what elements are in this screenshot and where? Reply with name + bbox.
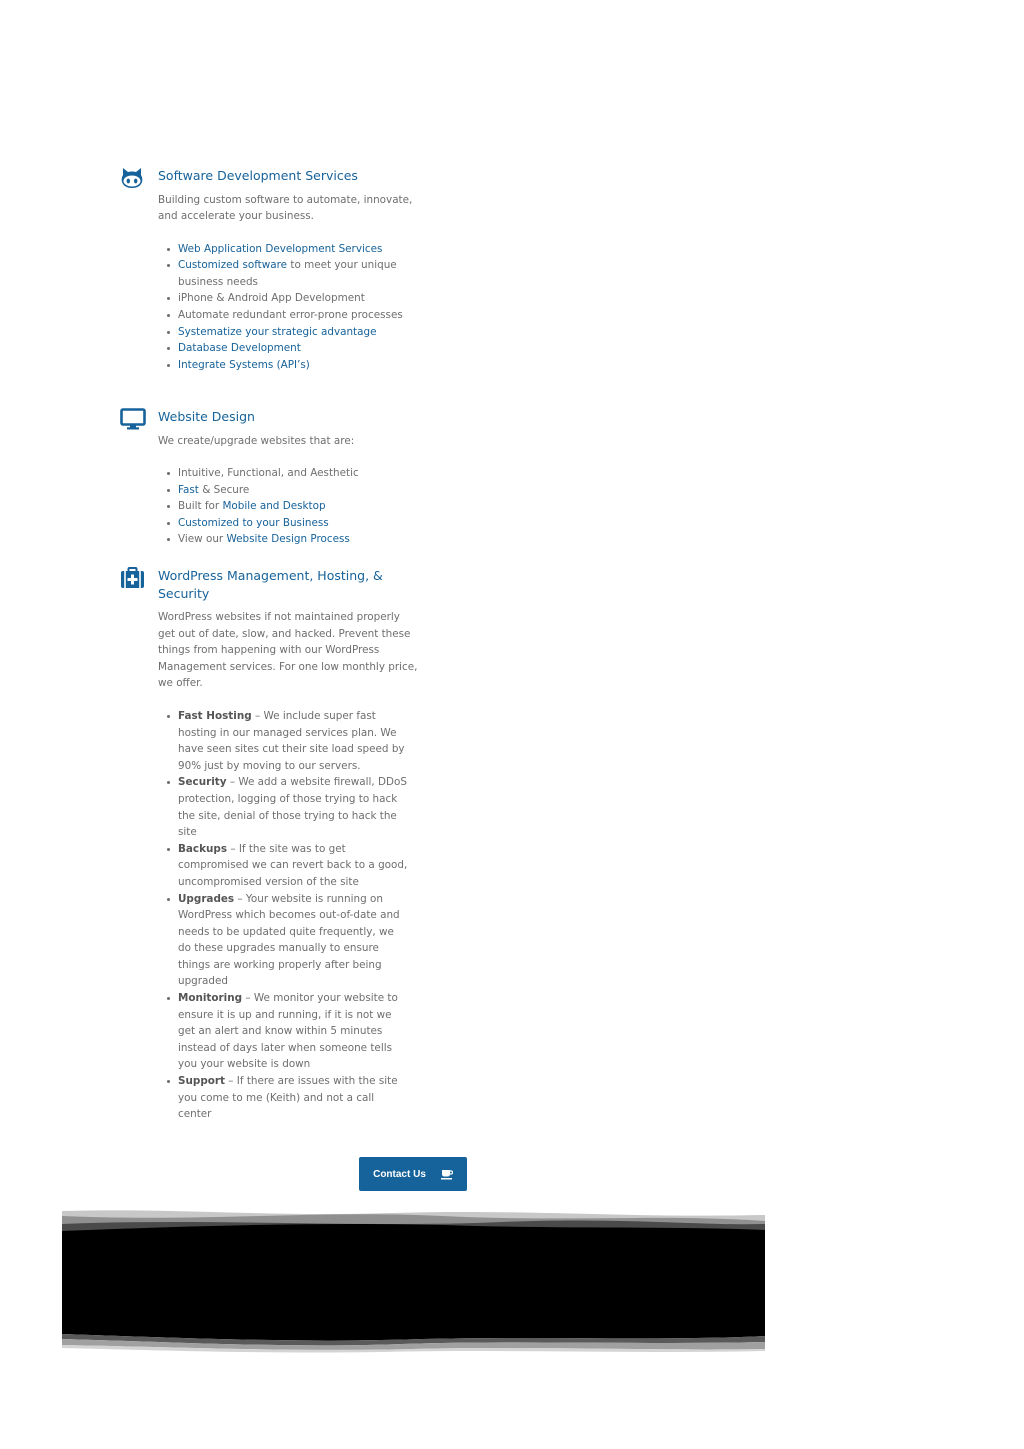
- list-item: [178, 357, 410, 374]
- service-feature-list: [178, 465, 410, 548]
- list-item: [178, 340, 410, 357]
- list-item: [178, 498, 410, 515]
- list-item: [178, 465, 410, 482]
- list-item-text: iPhone & Android App Development: [178, 292, 365, 305]
- service-feature-list: [178, 241, 410, 374]
- service-description: We create/upgrade websites that are:: [158, 434, 355, 447]
- desktop-monitor-icon: [120, 408, 146, 432]
- link-mobile-and-desktop[interactable]: Mobile and Desktop: [222, 500, 326, 513]
- service-title: Website Design: [158, 409, 255, 424]
- link-customized-to-your-business[interactable]: Customized to your Business: [178, 516, 329, 529]
- link-integrate-systems[interactable]: Integrate Systems (API’s): [178, 358, 310, 371]
- contact-us-button[interactable]: [359, 1157, 467, 1191]
- list-item: [178, 324, 410, 341]
- feature-term: Security: [178, 776, 227, 789]
- feature-term: Support: [178, 1075, 225, 1088]
- link-website-design-process[interactable]: Website Design Process: [226, 533, 350, 546]
- list-item: [178, 774, 410, 840]
- feature-text: – We monitor your website to ensure it is up and running, if it is not we get an alert and know within 5 minutes instead of days later when someone tells you your website is down: [178, 992, 398, 1071]
- service-title: WordPress Management, Hosting, & Security: [158, 568, 383, 601]
- contact-us-label: Contact Us: [373, 1168, 426, 1180]
- list-item: [178, 1073, 410, 1123]
- list-item: [178, 482, 410, 499]
- footer-wave-band: [62, 1208, 765, 1354]
- medkit-icon: [120, 567, 146, 591]
- feature-term: Fast Hosting: [178, 709, 252, 722]
- list-item: [178, 990, 410, 1073]
- list-item-prefix: View our: [178, 533, 227, 546]
- list-item: [178, 290, 410, 307]
- feature-text: – If there are issues with the site you come to me (Keith) and not a call center: [178, 1075, 398, 1121]
- link-web-application-development[interactable]: Web Application Development Services: [178, 242, 383, 255]
- coffee-cup-icon: [441, 1169, 453, 1180]
- service-software-development: [120, 167, 420, 373]
- feature-term: Monitoring: [178, 992, 243, 1005]
- link-database-development[interactable]: Database Development: [178, 342, 301, 355]
- list-item: [178, 307, 410, 324]
- list-item-text: to meet your unique business needs: [178, 259, 397, 288]
- feature-term: Backups: [178, 842, 228, 855]
- list-item: [178, 515, 410, 532]
- service-feature-list: [178, 708, 410, 1123]
- github-octocat-icon: [120, 167, 146, 191]
- list-item: [178, 241, 410, 258]
- feature-text: – We include super fast hosting in our managed services plan. We have seen sites cut their site load speed by 90% just by moving to our servers.: [178, 709, 405, 772]
- list-item-prefix: Built for: [178, 500, 223, 513]
- list-item: [178, 257, 410, 290]
- list-item: [178, 708, 410, 774]
- link-fast[interactable]: Fast: [178, 483, 199, 496]
- service-title: Software Development Services: [158, 168, 358, 183]
- service-wordpress-management: [120, 567, 420, 1123]
- link-systematize-strategic-advantage[interactable]: Systematize your strategic advantage: [178, 325, 377, 338]
- feature-text: – Your website is running on WordPress which becomes out-of-date and needs to be updated quite frequently, we do these upgrades manually to ensure things are working properly after being upgraded: [178, 892, 400, 988]
- list-item-text: Automate redundant error-prone processes: [178, 309, 403, 322]
- service-description: WordPress websites if not maintained properly get out of date, slow, and hacked. Prevent these things from happening with our WordPress Management services. For one low monthly price, we offer.: [158, 611, 418, 690]
- list-item: [178, 891, 410, 991]
- link-customized-software[interactable]: Customized software: [178, 259, 288, 272]
- list-item-text: Intuitive, Functional, and Aesthetic: [178, 467, 359, 480]
- feature-term: Upgrades: [178, 892, 235, 905]
- feature-text: – If the site was to get compromised we can revert back to a good, uncompromised version of the site: [178, 842, 408, 888]
- service-description: Building custom software to automate, innovate, and accelerate your business.: [158, 193, 413, 223]
- feature-text: – We add a website firewall, DDoS protection, logging of those trying to hack the site, denial of those trying to hack the site: [178, 776, 407, 839]
- service-website-design: [120, 408, 420, 548]
- list-item: [178, 841, 410, 891]
- list-item: [178, 531, 410, 548]
- list-item-text: & Secure: [198, 483, 250, 496]
